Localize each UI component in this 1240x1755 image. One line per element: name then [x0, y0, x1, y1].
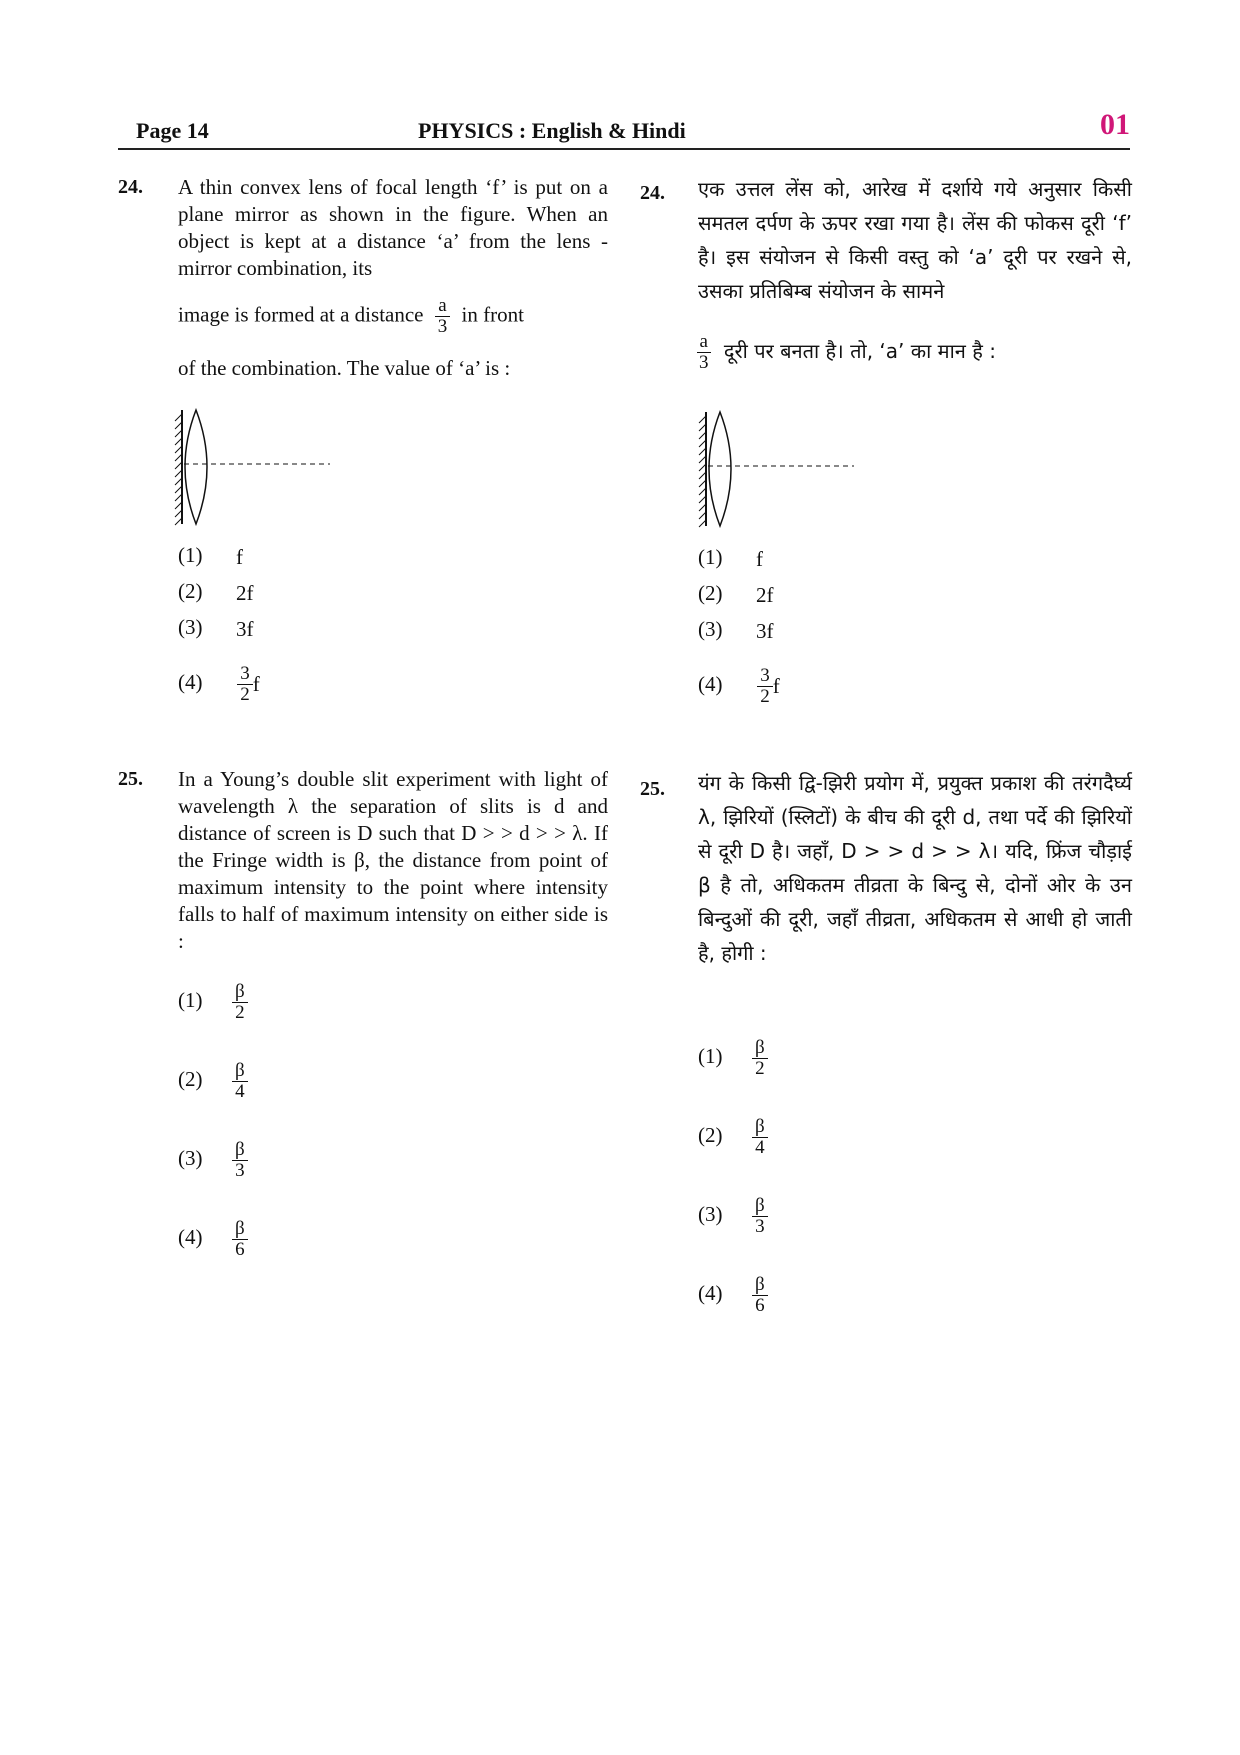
lens-mirror-figure [172, 408, 332, 526]
page-number: Page 14 [136, 118, 209, 143]
paper-code: 01 [1100, 108, 1130, 141]
question-text-line-hindi: $\frac{a}{3}$ दूरी पर बनता है। तो, ‘a’ का मान है : [690, 332, 996, 373]
fraction: $\frac{\beta}{2}$ [752, 1038, 768, 1079]
question-number: 25. [640, 778, 665, 800]
option-4[interactable]: (4) $\frac{\beta}{6}$ [698, 1275, 774, 1316]
option-2[interactable]: (2) $\frac{\beta}{4}$ [178, 1061, 254, 1102]
fraction: $\frac{3}{2}$ [237, 664, 253, 705]
fraction: $\frac{\beta}{4}$ [232, 1061, 248, 1102]
question-number: 24. [118, 176, 143, 198]
option-3[interactable]: (3) 3f [178, 615, 254, 641]
option-4[interactable]: (4) $\frac{3}{2}$ f [178, 663, 260, 705]
fraction: $\frac{3}{2}$ [757, 666, 773, 707]
option-3[interactable]: (3) 3f [698, 617, 774, 643]
option-2[interactable]: (2) 2f [698, 581, 774, 607]
option-1[interactable]: (1) $\frac{\beta}{2}$ [698, 1038, 774, 1079]
fraction: $\frac{\beta}{2}$ [232, 982, 248, 1023]
fraction: $\frac{\beta}{3}$ [232, 1140, 248, 1181]
question-text: A thin convex lens of focal length ‘f’ is put on a plane mirror as shown in the figure. When an object is kept at a distance ‘a’ from the lens - mirror combination, its [178, 175, 608, 280]
question-text-line: image is formed at a distance $\frac{a}{3}$ in front [178, 295, 524, 337]
option-3[interactable]: (3) $\frac{\beta}{3}$ [698, 1196, 774, 1237]
option-4[interactable]: (4) $\frac{3}{2}$ f [698, 665, 780, 707]
fraction: $\frac{a}{3}$ [435, 296, 451, 337]
option-1[interactable]: (1) f [698, 545, 763, 571]
question-text: In a Young’s double slit experiment with light of wavelength λ the separation of slits is d and distance of screen is D such that D > > d > > λ. If the Fringe width is β, the distance from point of maximum intensity to the point where intensity falls to half of maximum intensity on either side is : [178, 767, 608, 953]
option-1[interactable]: (1) f [178, 543, 243, 569]
fraction: $\frac{\beta}{6}$ [752, 1275, 768, 1316]
option-3[interactable]: (3) $\frac{\beta}{3}$ [178, 1140, 254, 1181]
page-title: PHYSICS : English & Hindi [418, 118, 686, 143]
question-text-line: of the combination. The value of ‘a’ is : [178, 356, 511, 380]
option-2[interactable]: (2) $\frac{\beta}{4}$ [698, 1117, 774, 1158]
question-number: 24. [640, 182, 665, 204]
question-text-hindi: यंग के किसी द्वि-झिरी प्रयोग में, प्रयुक्त प्रकाश की तरंगदैर्घ्य λ, झिरियों (स्लिटों) के बीच की दूरी d, तथा पर्दे की झिरियों से दूरी D है। जहाँ, D > > d > > λ। यदि, फ्रिंज चौड़ाई β है तो, अधिकतम तीव्रता के बिन्दु से, दोनों ओर के उन बिन्दुओं की दूरी, जहाँ तीव्रता, अधिकतम से आधी हो जाती है, होगी : [698, 771, 1132, 965]
question-text-hindi: एक उत्तल लेंस को, आरेख में दर्शाये गये अनुसार किसी समतल दर्पण के ऊपर रखा गया है। लेंस की फोकस दूरी ‘f’ है। इस संयोजन से किसी वस्तु को ‘a’ दूरी पर रखने से, उसका प्रतिबिम्ब संयोजन के सामने [698, 177, 1132, 303]
fraction: $\frac{\beta}{4}$ [752, 1117, 768, 1158]
option-2[interactable]: (2) 2f [178, 579, 254, 605]
fraction: $\frac{a}{3}$ [696, 332, 712, 373]
page-header [118, 108, 1130, 150]
option-4[interactable]: (4) $\frac{\beta}{6}$ [178, 1219, 254, 1260]
question-number: 25. [118, 768, 143, 790]
fraction: $\frac{\beta}{3}$ [752, 1196, 768, 1237]
lens-mirror-figure [696, 410, 856, 528]
option-1[interactable]: (1) $\frac{\beta}{2}$ [178, 982, 254, 1023]
fraction: $\frac{\beta}{6}$ [232, 1219, 248, 1260]
